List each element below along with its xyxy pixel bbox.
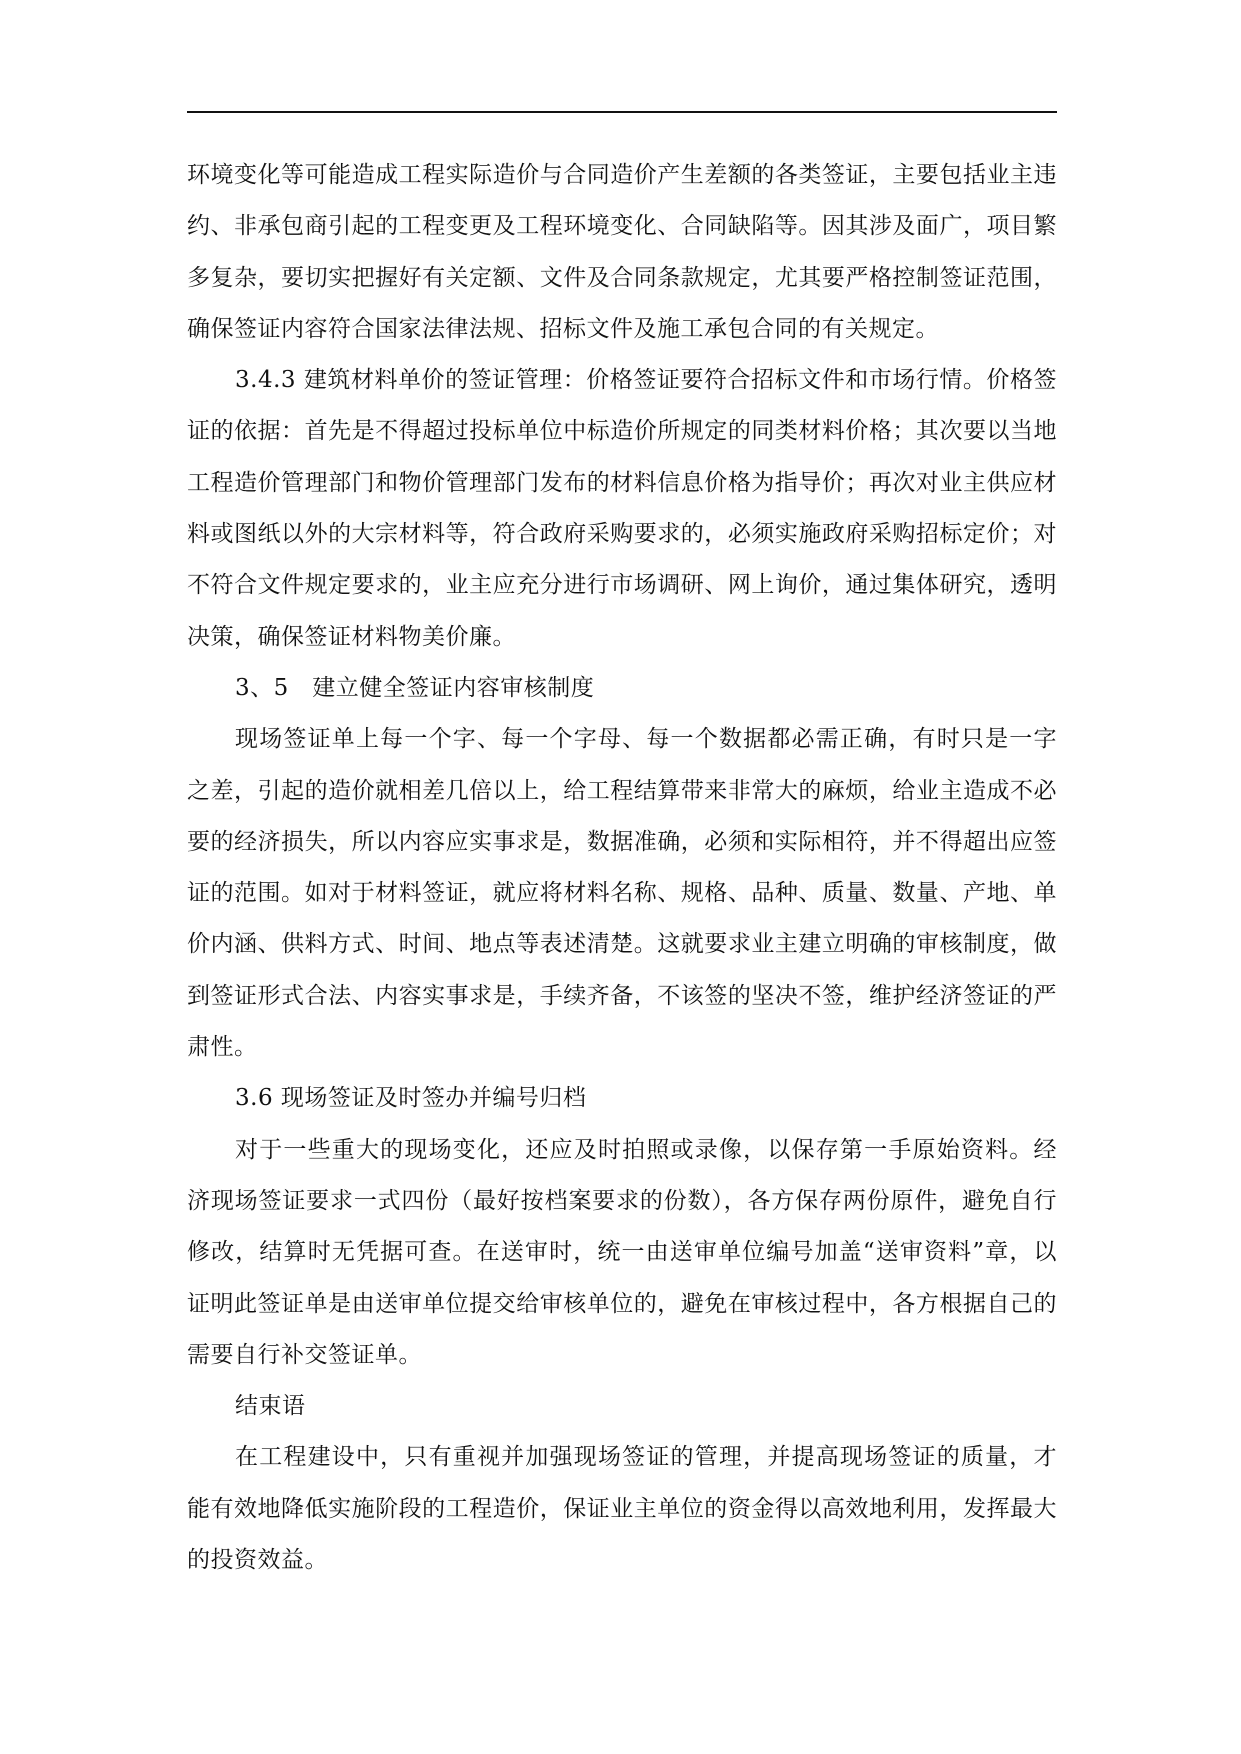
document-body: [187, 150, 1057, 1586]
header-rule: [187, 111, 1057, 113]
conclusion-paragraph: 在工程建设中，只有重视并加强现场签证的管理，并提高现场签证的质量，才能有效地降低实施阶段的工程造价，保证业主单位的资金得以高效地利用，发挥最大的投资效益。: [187, 1444, 1057, 1574]
section-3-5-paragraph: 现场签证单上每一个字、每一个字母、每一个数据都必需正确，有时只是一字之差，引起的造价就相差几倍以上，给工程结算带来非常大的麻烦，给业主造成不必要的经济损失，所以内容应实事求是，数据准确，必须和实际相符，并不得超出应签证的范围。如对于材料签证，就应将材料名称、规格、品种、质量、数量、产地、单价内涵、供料方式、时间、地点等表述清楚。这就要求业主建立明确的审核制度，做到签证形式合法、内容实事求是，手续齐备，不该签的坚决不签，维护经济签证的严肃性。: [187, 726, 1057, 1061]
section-3-6-paragraph: 对于一些重大的现场变化，还应及时拍照或录像，以保存第一手原始资料。经济现场签证要求一式四份（最好按档案要求的份数），各方保存两份原件，避免自行修改，结算时无凭据可查。在送审时，统一由送审单位编号加盖“送审资料”章，以证明此签证单是由送审单位提交给审核单位的，避免在审核过程中，各方根据自己的需要自行补交签证单。: [187, 1136, 1057, 1368]
section-3-4-3-paragraph: 3.4.3 建筑材料单价的签证管理：价格签证要符合招标文件和市场行情。价格签证的依据：首先是不得超过投标单位中标造价所规定的同类材料价格；其次要以当地工程造价管理部门和物价管理部门发布的材料信息价格为指导价；再次对业主供应材料或图纸以外的大宗材料等，符合政府采购要求的，必须实施政府采购招标定价；对不符合文件规定要求的，业主应充分进行市场调研、网上询价，通过集体研究，透明决策，确保签证材料物美价廉。: [187, 367, 1057, 650]
conclusion-heading: 结束语: [235, 1393, 306, 1420]
section-3-6-heading: 3.6 现场签证及时签办并编号归档: [235, 1085, 587, 1112]
continuation-paragraph: 环境变化等可能造成工程实际造价与合同造价产生差额的各类签证，主要包括业主违约、非承包商引起的工程变更及工程环境变化、合同缺陷等。因其涉及面广，项目繁多复杂，要切实把握好有关定额、文件及合同条款规定，尤其要严格控制签证范围，确保签证内容符合国家法律法规、招标文件及施工承包合同的有关规定。: [187, 162, 1057, 342]
section-3-5-heading: 3、5 建立健全签证内容审核制度: [235, 674, 595, 701]
